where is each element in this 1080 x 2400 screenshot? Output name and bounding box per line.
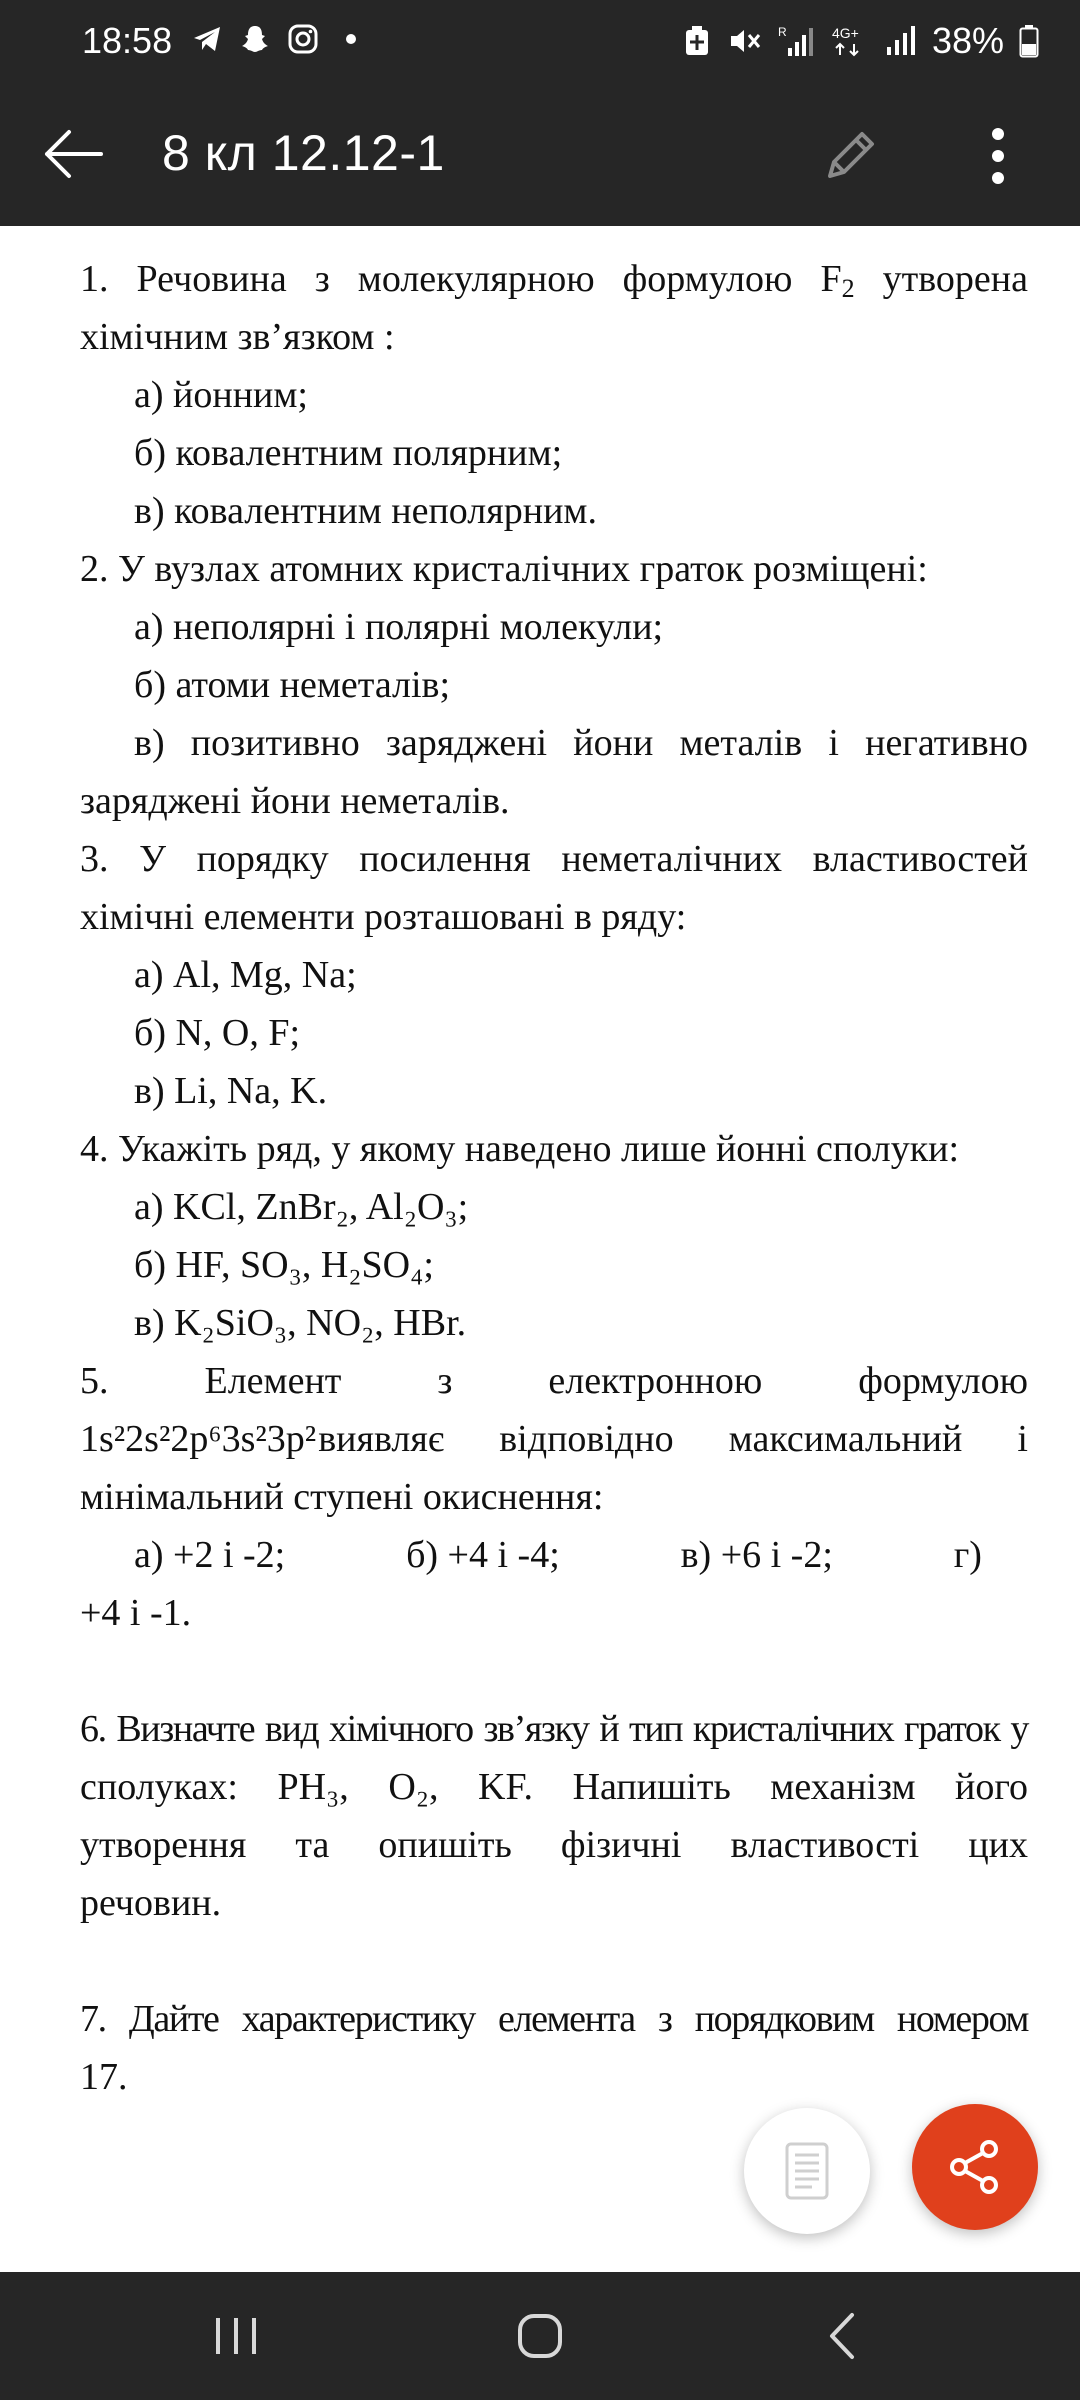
question-6-line-3: утворення та опишіть фізичні властивості цих [80, 1824, 1028, 1866]
question-1-line-2: хімічним зв’язком : [80, 316, 395, 358]
document-title: 8 кл 12.12-1 [162, 125, 445, 181]
battery-percent: 38% [931, 20, 1004, 61]
electron-configuration: 1s²2s²2p⁶3s²3p² [80, 1418, 317, 1460]
question-7-line-1: 7. Дайте характеристику елемента з порядковим номером [80, 1998, 1028, 2040]
navigation-bar [0, 2272, 1080, 2400]
question-2-stem: 2. У вузлах атомних кристалічних граток розміщені: [80, 548, 928, 590]
reading-mode-icon [784, 2141, 830, 2201]
question-4-option-a: а) KCl, ZnBr₂, Al₂O₃; [134, 1186, 469, 1228]
app-bar [0, 82, 1080, 226]
home-icon [515, 2311, 565, 2361]
share-button[interactable] [912, 2104, 1038, 2230]
question-6-line-1: 6. Визначте вид хімічного зв’язку й тип кристалічних граток у [80, 1708, 1028, 1750]
snapchat-icon [238, 22, 272, 56]
home-button[interactable] [500, 2300, 580, 2372]
roaming-label: R [777, 25, 787, 39]
question-4-option-c: в) K₂SiO₃, NO₂, HBr. [134, 1302, 467, 1344]
question-5-option-b: б) +4 і -4; [406, 1534, 560, 1576]
question-4-option-b: б) HF, SO₃, H₂SO₄; [134, 1244, 434, 1286]
notification-icons [190, 22, 368, 56]
question-3-option-c: в) Li, Na, K. [134, 1070, 328, 1112]
question-7-line-2: 17. [80, 2056, 128, 2098]
arrow-left-icon [41, 129, 105, 179]
pencil-icon [818, 124, 882, 188]
question-4-stem: 4. Укажіть ряд, у якому наведено лише йонні сполуки: [80, 1128, 960, 1170]
document-body [80, 250, 1028, 2106]
question-1-line-1: 1. Речовина з молекулярною формулою $F_2$ утворена [80, 258, 1028, 303]
more-vertical-icon [990, 126, 1006, 186]
question-5-line-2-rest: виявляє відповідно максимальний і [318, 1418, 1028, 1460]
question-5-line-3: мінімальний ступені окиснення: [80, 1476, 604, 1518]
recents-icon [213, 2314, 259, 2358]
question-3-line-2: хімічні елементи розташовані в ряду: [80, 896, 687, 938]
question-1-option-c: в) ковалентним неполярним. [134, 490, 597, 532]
share-icon [944, 2136, 1006, 2198]
battery-icon [1018, 24, 1040, 58]
question-3-option-a: а) Al, Mg, Na; [134, 954, 357, 996]
question-5-option-c: в) +6 і -2; [680, 1534, 833, 1576]
question-5-option-d: г) [953, 1534, 982, 1576]
question-2-option-c-line-2: заряджені йони неметалів. [80, 780, 510, 822]
system-icons [680, 20, 1040, 62]
question-5-option-a: а) +2 і -2; [134, 1534, 286, 1576]
status-bar [0, 0, 1080, 82]
question-2-option-c-line-1: в) позитивно заряджені йони металів і негативно [134, 722, 1028, 764]
question-2-option-a: а) неполярні і полярні молекули; [134, 606, 664, 648]
question-1-option-b: б) ковалентним полярним; [134, 432, 563, 474]
telegram-icon [190, 22, 224, 56]
question-5-line-2 [80, 1410, 1028, 1468]
question-2-option-b: б) атоми неметалів; [134, 664, 451, 706]
back-icon [824, 2311, 860, 2361]
signal-icon [884, 24, 918, 58]
question-3-option-b: б) N, O, F; [134, 1012, 301, 1054]
instagram-icon [286, 22, 320, 56]
network-label: 4G+ [831, 25, 859, 41]
question-1-option-a: а) йонним; [134, 374, 308, 416]
question-6-line-2: сполуках: PH₃, O₂, KF. Напишіть механізм його [80, 1766, 1028, 1808]
recents-button[interactable] [196, 2300, 276, 2372]
dot-icon [334, 22, 368, 56]
question-5-option-d-value: +4 і -1. [80, 1592, 192, 1634]
reading-mode-button[interactable] [744, 2108, 870, 2234]
status-time: 18:58 [82, 20, 173, 61]
nav-back-button[interactable] [802, 2300, 882, 2372]
question-3-line-1: 3. У порядку посилення неметалічних властивостей [80, 838, 1028, 880]
network-4g-icon [830, 24, 870, 58]
question-5-options [80, 1526, 1028, 1584]
battery-saver-icon [680, 24, 714, 58]
back-button[interactable] [36, 122, 110, 186]
question-5-line-1: 5. Елемент з електронною формулою [80, 1360, 1028, 1402]
more-options-button[interactable] [968, 118, 1028, 194]
mute-icon [728, 24, 762, 58]
question-6-line-4: речовин. [80, 1882, 222, 1924]
edit-button[interactable] [812, 118, 888, 194]
signal-r-icon [776, 24, 816, 58]
